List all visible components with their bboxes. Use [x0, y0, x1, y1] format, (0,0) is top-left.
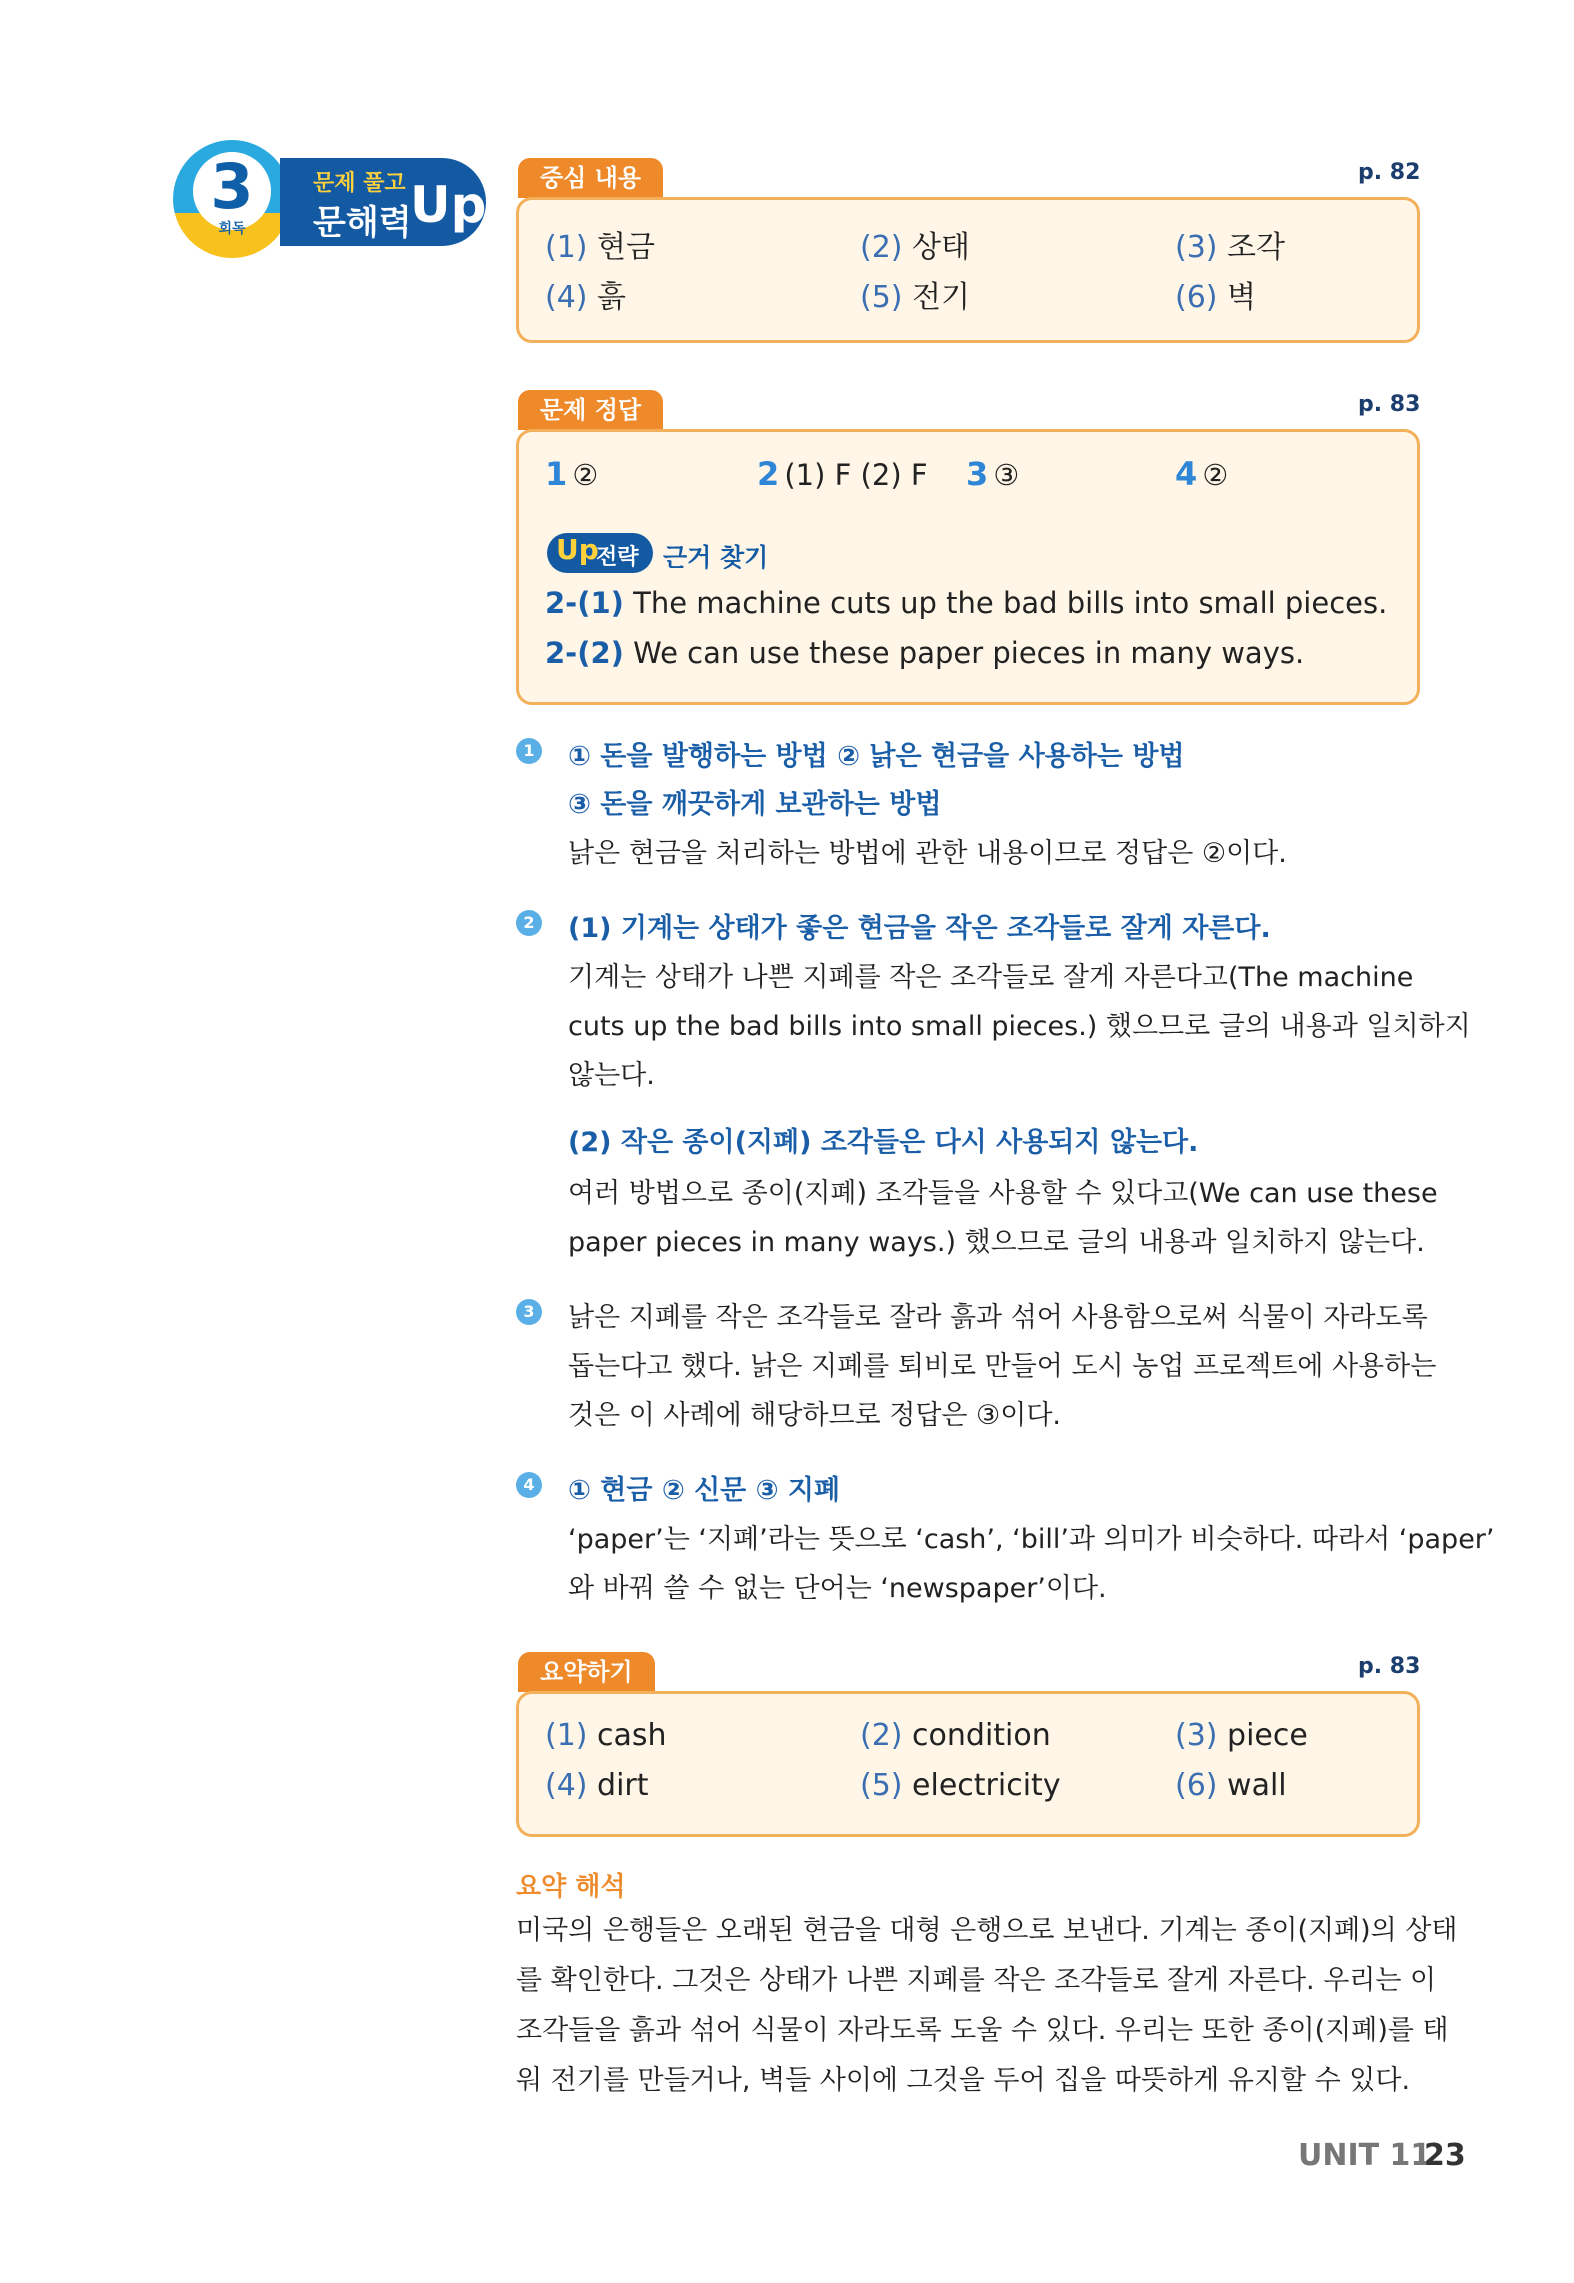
explanation-2-text: 않는다. — [568, 1060, 655, 1091]
summary-item: (4) dirt — [545, 1768, 649, 1803]
main-idea-item: (2) 상태 — [860, 230, 971, 265]
badge-title-large: 문해력 — [313, 203, 412, 243]
explanation-1-choices: ③ 돈을 깨끗하게 보관하는 방법 — [568, 789, 942, 820]
explanation-1-text: 낡은 현금을 처리하는 방법에 관한 내용이므로 정답은 ②이다. — [568, 838, 1287, 869]
round-label: 회독 — [218, 221, 246, 237]
answers-tab: 문제 정답 — [518, 390, 663, 430]
explanation-3-text: 돕는다고 했다. 낡은 지폐를 퇴비로 만들어 도시 농업 프로젝트에 사용하는 — [568, 1351, 1437, 1382]
translation-line: 를 확인한다. 그것은 상태가 나쁜 지폐를 작은 조각들로 잘게 자른다. 우리는 이 — [516, 1965, 1437, 1996]
strategy-title: 근거 찾기 — [663, 543, 769, 572]
summary-item: (6) wall — [1175, 1768, 1287, 1803]
answer-1: 1 ② — [545, 455, 599, 493]
translation-line: 미국의 은행들은 오래된 현금을 대형 은행으로 보낸다. 기계는 종이(지폐)의 상태 — [516, 1915, 1458, 1946]
explanation-2-text: 기계는 상태가 나쁜 지폐를 작은 조각들로 잘게 자른다고(The machine — [568, 962, 1414, 993]
summary-item: (5) electricity — [860, 1768, 1061, 1803]
translation-label: 요약 해석 — [516, 1872, 626, 1902]
evidence-line: 2-(1) The machine cuts up the bad bills into small pieces. — [545, 586, 1388, 620]
question-3-icon: 3 — [516, 1299, 542, 1325]
page-number: 23 — [1424, 2138, 1466, 2173]
summary-item: (1) cash — [545, 1718, 667, 1753]
summary-item: (2) condition — [860, 1718, 1051, 1753]
answer-2: 2 (1) F (2) F — [757, 455, 928, 493]
explanation-1-choices: ① 돈을 발행하는 방법 ② 낡은 현금을 사용하는 방법 — [568, 741, 1185, 772]
main-idea-box — [516, 197, 1420, 343]
answer-3: 3 ③ — [966, 455, 1020, 493]
translation-line: 조각들을 흙과 섞어 식물이 자라도록 도울 수 있다. 우리는 또한 종이(지폐)를 태 — [516, 2015, 1449, 2046]
explanation-4-text: 와 바꿔 쓸 수 없는 단어는 ‘newspaper’이다. — [568, 1573, 1107, 1604]
badge-title-small: 문제 풀고 — [313, 171, 406, 196]
explanation-2-statement: (2) 작은 종이(지폐) 조각들은 다시 사용되지 않는다. — [568, 1127, 1199, 1158]
main-idea-page-ref: p. 82 — [1358, 160, 1421, 185]
strategy-label: 전략 — [596, 545, 639, 570]
evidence-line: 2-(2) We can use these paper pieces in many ways. — [545, 636, 1305, 670]
main-idea-item: (4) 흙 — [545, 280, 627, 315]
translation-line: 워 전기를 만들거나, 벽들 사이에 그것을 두어 집을 따뜻하게 유지할 수 있다. — [516, 2065, 1411, 2096]
main-idea-item: (6) 벽 — [1175, 280, 1257, 315]
badge-up-logo: Up — [410, 176, 487, 234]
summary-tab: 요약하기 — [518, 1652, 655, 1692]
main-idea-item: (3) 조각 — [1175, 230, 1286, 265]
answer-4: 4 ② — [1175, 455, 1229, 493]
explanation-2-statement: (1) 기계는 상태가 좋은 현금을 작은 조각들로 잘게 자른다. — [568, 913, 1271, 944]
main-idea-item: (1) 현금 — [545, 230, 656, 265]
summary-item: (3) piece — [1175, 1718, 1308, 1753]
explanation-3-text: 낡은 지폐를 작은 조각들로 잘라 흙과 섞어 사용함으로써 식물이 자라도록 — [568, 1302, 1428, 1333]
explanation-4-text: ‘paper’는 ‘지폐’라는 뜻으로 ‘cash’, ‘bill’과 의미가 비슷하다. 따라서 ‘paper’ — [568, 1524, 1495, 1555]
footer-unit: UNIT 11 — [1298, 2138, 1432, 2173]
main-idea-tab: 중심 내용 — [518, 158, 663, 198]
main-idea-item: (5) 전기 — [860, 280, 971, 315]
summary-page-ref: p. 83 — [1358, 1654, 1421, 1679]
question-4-icon: 4 — [516, 1472, 542, 1498]
answers-page-ref: p. 83 — [1358, 392, 1421, 417]
question-1-icon: 1 — [516, 738, 542, 764]
strategy-up-logo: Up — [556, 533, 599, 566]
explanation-2-text: cuts up the bad bills into small pieces.) 했으므로 글의 내용과 일치하지 — [568, 1011, 1471, 1042]
explanation-2-text: 여러 방법으로 종이(지폐) 조각들을 사용할 수 있다고(We can use these — [568, 1178, 1438, 1209]
explanation-4-choices: ① 현금 ② 신문 ③ 지폐 — [568, 1475, 841, 1506]
summary-box — [516, 1691, 1420, 1837]
explanation-2-text: paper pieces in many ways.) 했으므로 글의 내용과 일치하지 않는다. — [568, 1227, 1425, 1258]
round-number: 3 — [210, 150, 254, 223]
question-2-icon: 2 — [516, 910, 542, 936]
explanation-3-text: 것은 이 사례에 해당하므로 정답은 ③이다. — [568, 1400, 1062, 1431]
